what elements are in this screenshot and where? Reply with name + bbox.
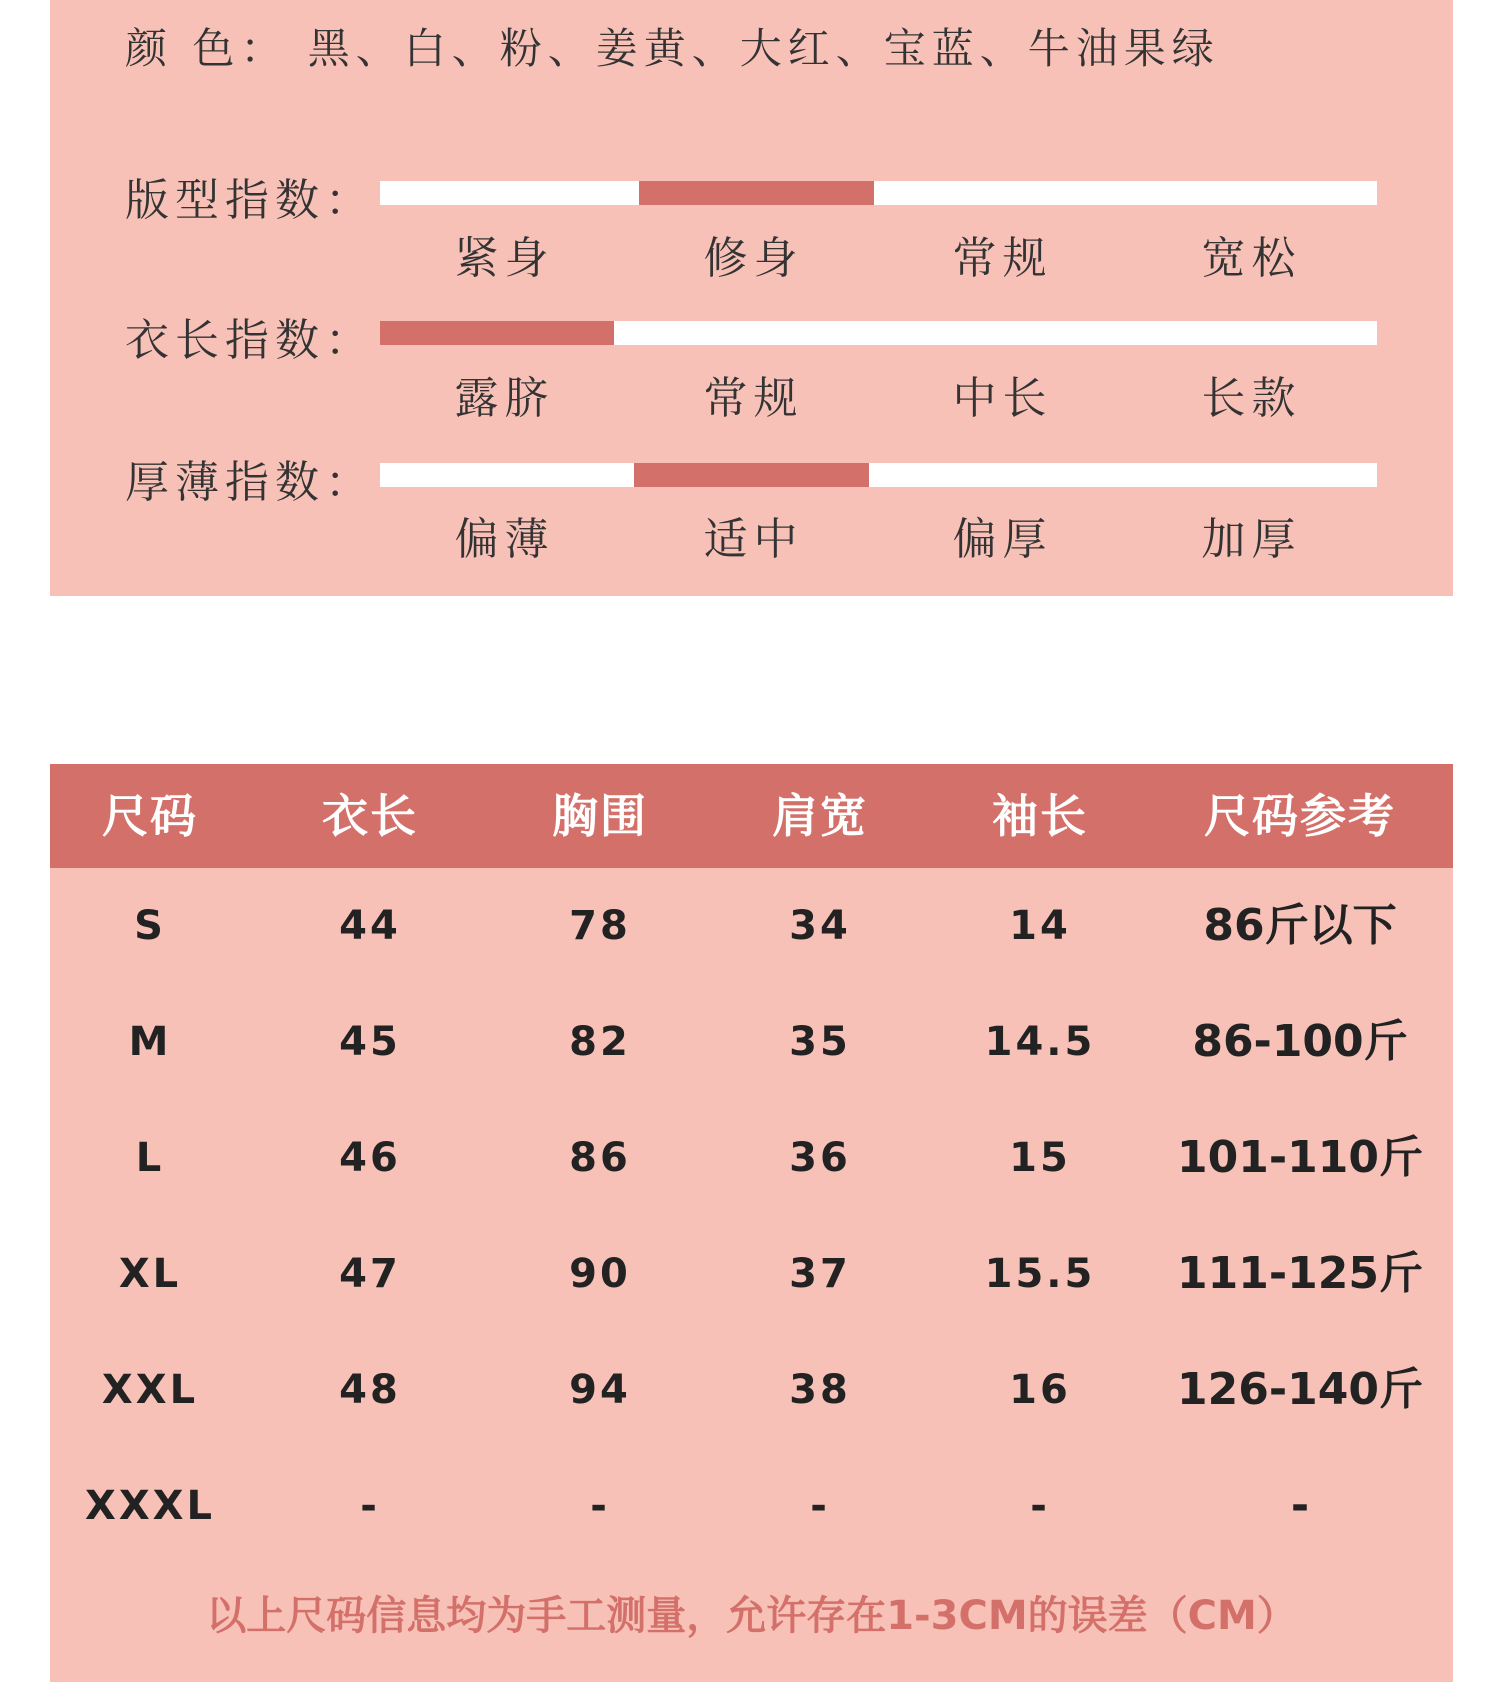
cell-sleeve: 14.5: [984, 1019, 1096, 1065]
cell-shoulder: 38: [789, 1367, 851, 1413]
cell-chest: -: [590, 1483, 610, 1529]
cell-chest: 90: [569, 1251, 631, 1297]
thickness-option-thin: 偏薄: [454, 514, 555, 565]
cell-size: S: [134, 903, 166, 949]
thickness-index-bar: [380, 463, 1377, 487]
fit-index-bar: [380, 181, 1377, 205]
fit-option-tight: 紧身: [454, 233, 555, 284]
cell-size: XXL: [101, 1367, 199, 1413]
length-option-long: 长款: [1201, 373, 1302, 424]
product-attributes-panel: [50, 0, 1453, 596]
length-index-indicator: [380, 321, 614, 345]
thickness-index-options: [380, 503, 1377, 563]
table-row: [50, 1448, 1453, 1564]
fit-index-label: 版型指数：: [125, 175, 375, 226]
fit-index-options: [380, 222, 1377, 282]
cell-shoulder: 36: [789, 1135, 851, 1181]
header-shoulder: 肩宽: [772, 789, 868, 843]
table-row: [50, 1332, 1453, 1448]
cell-size-reference: 86斤以下: [1203, 900, 1397, 951]
thickness-index-indicator: [634, 463, 868, 487]
measurement-note: 以上尺码信息均为手工测量，允许存在1-3CM的误差（CM）: [206, 1593, 1297, 1639]
cell-shoulder: -: [810, 1483, 830, 1529]
cell-length: 44: [339, 903, 401, 949]
cell-sleeve: 15: [1009, 1135, 1071, 1181]
length-option-mid: 中长: [952, 373, 1053, 424]
cell-shoulder: 34: [789, 903, 851, 949]
length-option-regular: 常规: [703, 373, 804, 424]
header-size: 尺码: [102, 789, 198, 843]
length-option-cropped: 露脐: [454, 373, 555, 424]
cell-shoulder: 35: [789, 1019, 851, 1065]
fit-option-loose: 宽松: [1201, 233, 1302, 284]
fit-option-slim: 修身: [703, 233, 804, 284]
cell-size-reference: 101-110斤: [1177, 1132, 1423, 1183]
cell-length: -: [360, 1483, 380, 1529]
cell-size: XXXL: [84, 1483, 215, 1529]
table-row: [50, 1216, 1453, 1332]
table-row: [50, 984, 1453, 1100]
cell-chest: 82: [569, 1019, 631, 1065]
cell-chest: 78: [569, 903, 631, 949]
table-row: [50, 1100, 1453, 1216]
size-table-header: [50, 764, 1453, 868]
cell-size: XL: [118, 1251, 182, 1297]
cell-size-reference: 111-125斤: [1177, 1248, 1423, 1299]
cell-length: 46: [339, 1135, 401, 1181]
length-index-label: 衣长指数：: [125, 315, 375, 366]
cell-length: 48: [339, 1367, 401, 1413]
cell-size: L: [135, 1135, 165, 1181]
cell-length: 45: [339, 1019, 401, 1065]
thickness-option-thick: 偏厚: [952, 514, 1053, 565]
cell-size-reference: 126-140斤: [1177, 1364, 1423, 1415]
size-chart-panel: [50, 764, 1453, 1682]
thickness-index-label: 厚薄指数：: [125, 457, 375, 508]
cell-sleeve: -: [1030, 1483, 1050, 1529]
cell-chest: 86: [569, 1135, 631, 1181]
cell-size-reference: 86-100斤: [1192, 1016, 1408, 1067]
cell-chest: 94: [569, 1367, 631, 1413]
header-size-reference: 尺码参考: [1204, 789, 1396, 843]
length-index-bar: [380, 321, 1377, 345]
cell-sleeve: 15.5: [984, 1251, 1096, 1297]
cell-shoulder: 37: [789, 1251, 851, 1297]
table-row: [50, 868, 1453, 984]
thickness-option-extra-thick: 加厚: [1201, 514, 1302, 565]
cell-sleeve: 16: [1009, 1367, 1071, 1413]
fit-option-regular: 常规: [952, 233, 1053, 284]
length-index-options: [380, 362, 1377, 422]
cell-length: 47: [339, 1251, 401, 1297]
fit-index-indicator: [639, 181, 873, 205]
header-length: 衣长: [322, 789, 418, 843]
colors-line: 颜 色： 黑、白、粉、姜黄、大红、宝蓝、牛油果绿: [125, 24, 1220, 73]
header-sleeve: 袖长: [992, 789, 1088, 843]
cell-size-reference: -: [1290, 1480, 1310, 1531]
header-chest: 胸围: [552, 789, 648, 843]
cell-size: M: [128, 1019, 172, 1065]
thickness-option-medium: 适中: [703, 514, 804, 565]
cell-sleeve: 14: [1009, 903, 1071, 949]
